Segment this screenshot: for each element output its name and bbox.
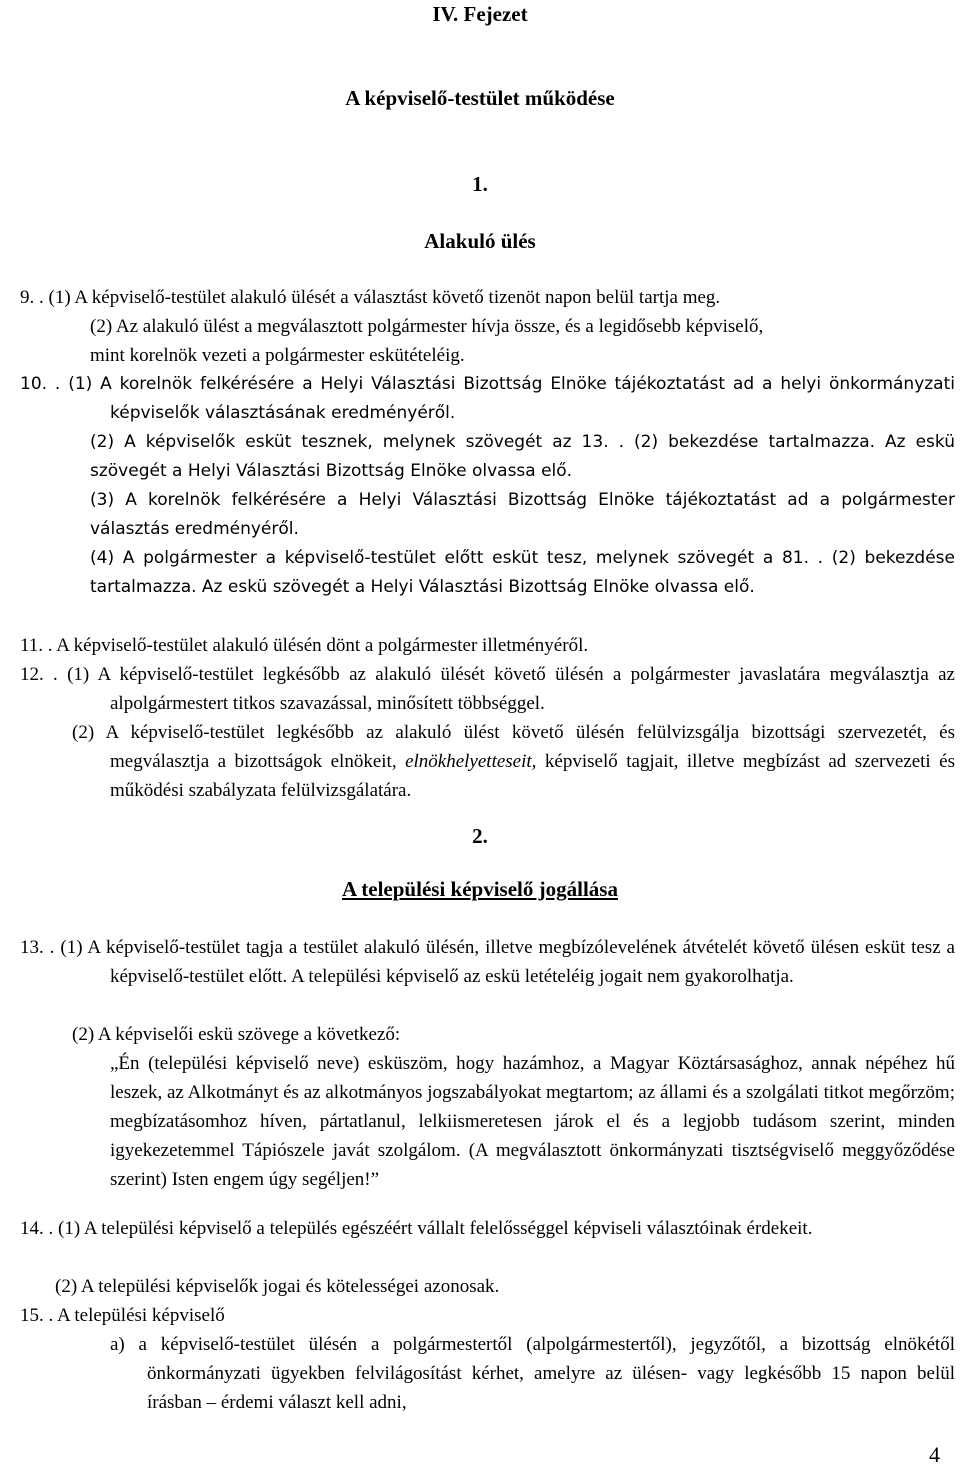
paragraph-14-1: 14. . (1) A települési képviselő a település egészéért vállalt felelősséggel képviseli választóinak érdekeit. [20,1218,813,1239]
paragraph-15-a-text: a) a képviselő-testület ülésén a polgármestertől (alpolgármestertől), jegyzőtől, a bizottság elnökétől önkormányzati ügyekben felvilágosítást kérhet, amelyre az ülésen- vagy legkésőbb 15 napon belül írásban – érdemi választ kell adni, [110,1334,955,1413]
oath-text [110,1049,955,1194]
page-title: A képviselő-testület működése [345,86,615,110]
paragraph-11 [20,631,955,660]
paragraph-15-text: 15. . A települési képviselő [20,1305,225,1326]
page-number: 4 [929,1442,940,1467]
paragraph-12-2 [72,718,955,805]
paragraph-11-text: 11. . A képviselő-testület alakuló ülésén dönt a polgármester illetményéről. [20,635,589,656]
paragraph-14 [20,1214,955,1243]
paragraph-13-1: 13. . (1) A képviselő-testület tagja a testület alakuló ülésén, illetve megbízólevelének átvételét követő ülésen esküt tesz a képviselő-testület előtt. A települési képviselő az eskü letételéig jogait nem gyakorolhatja. [20,937,955,987]
paragraph-12-2-part-a: (2) A képviselő-testület legkésőbb az alakuló ülést követő ülésén felülvizsgálja bizottsági szervezetét, és megválasztja a bizottságok elnökeit, [72,722,955,772]
paragraph-13-2 [72,1020,955,1049]
paragraph-9 [20,283,940,312]
section-2-number: 2. [472,824,488,848]
paragraph-12-1: 12. . (1) A képviselő-testület legkésőbb az alakuló ülését követő ülésén a polgármester javaslatára megválasztja az alpolgármestert titkos szavazással, minősített többséggel. [20,664,955,714]
paragraph-14-2 [55,1272,955,1301]
paragraph-12-2-text [72,718,955,805]
paragraph-10-3: (3) A korelnök felkérésére a Helyi Választási Bizottság Elnöke tájékoztatást ad a polgármester választás eredményéről. [90,490,955,539]
paragraph-13 [20,933,955,991]
paragraph-10-2: (2) A képviselők esküt tesznek, melynek szövegét az 13. . (2) bekezdése tartalmazza. Az eskü szövegét a Helyi Választási Bizottság Elnöke olvassa elő. [90,432,955,481]
paragraph-9-line-3: mint korelnök vezeti a polgármester eskütételéig. [90,345,465,366]
chapter-heading: IV. Fejezet [432,2,528,26]
section-1-heading: Alakuló ülés [424,229,536,253]
paragraph-12-2-part-c: képviselő tagjait, illetve megbízást ad szervezeti és működési szabályzata felülvizsgálatára. [110,751,956,801]
paragraph-10-1: 10. . (1) A korelnök felkérésére a Helyi Választási Bizottság Elnöke tájékoztatást ad a helyi önkormányzati képviselők választásának eredményéről. [20,374,955,423]
paragraph-12 [20,660,955,718]
paragraph-9-line-2: (2) Az alakuló ülést a megválasztott polgármester hívja össze, és a legidősebb képviselő, [90,316,764,337]
paragraph-10-rest [90,428,955,602]
paragraph-13-2-text: (2) A képviselői eskü szövege a következő: [72,1024,401,1045]
paragraph-9-cont [90,312,940,370]
paragraph-10-4: (4) A polgármester a képviselő-testület előtt esküt tesz, melynek szövegét a 81. . (2) bekezdése tartalmazza. Az eskü szövegét a Helyi Választási Bizottság Elnöke olvassa elő. [90,548,955,597]
paragraph-9-line-1: 9. . (1) A képviselő-testület alakuló ülését a választást követő tizenöt napon belül tartja meg. [20,287,721,308]
paragraph-15 [20,1301,955,1330]
oath-paragraph: „Én (települési képviselő neve) esküszöm, hogy hazámhoz, a Magyar Köztársasághoz, annak népéhez hű leszek, az Alkotmányt és az alkotmányos jogszabályokat megtartom; az állami és a szolgálati titkot megőrzöm; megbízatásomhoz híven, pártatlanul, lelkiismeretesen járok el és a legjobb tudásom szerint, minden igyekezetemmel Tápiószele javát szolgálom. (A megválasztott önkormányzati tisztségviselő meggyőződése szerint) Isten engem úgy segéljen!” [110,1053,955,1190]
paragraph-15-a [110,1330,955,1417]
section-1-number: 1. [472,172,488,196]
paragraph-10 [20,370,955,428]
section-2-heading: A települési képviselő jogállása [342,877,618,901]
paragraph-14-2-text: (2) A települési képviselők jogai és kötelességei azonosak. [55,1276,500,1297]
paragraph-12-2-italic: elnökhelyetteseit, [405,751,537,772]
